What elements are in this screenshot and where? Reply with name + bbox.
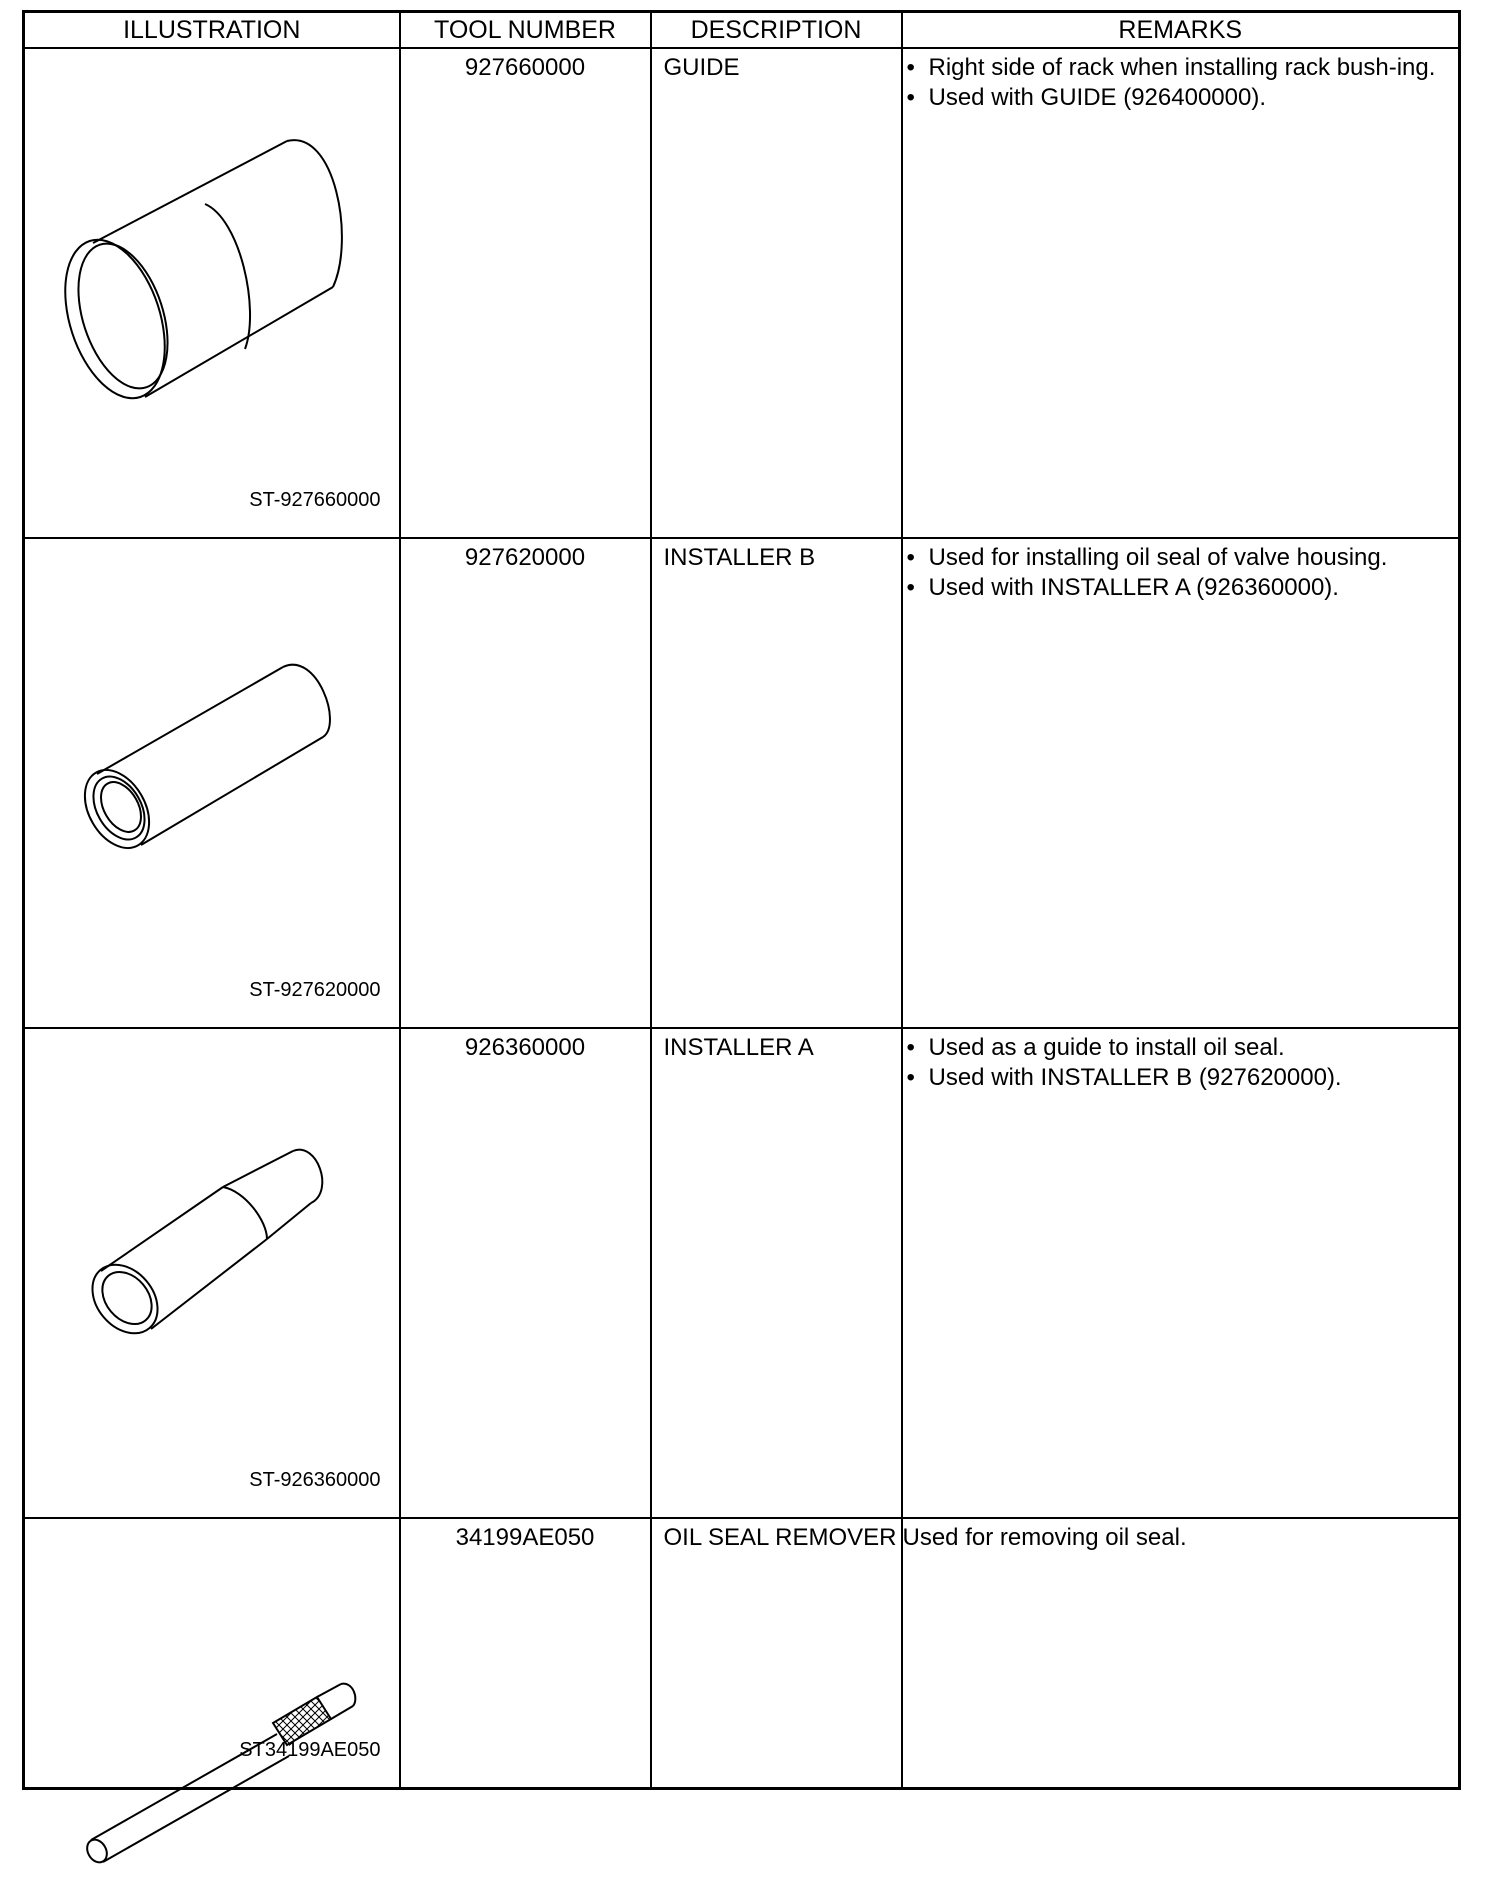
description: INSTALLER B	[663, 543, 816, 571]
remarks-cell	[902, 1028, 1460, 1518]
tool-number: 927660000	[464, 54, 586, 81]
tool-number-cell	[400, 1028, 651, 1518]
description-cell	[651, 1518, 902, 1789]
table-row	[24, 48, 1460, 538]
remark-item: • Used with GUIDE (926400000).	[929, 83, 1459, 113]
remark-text: Used for removing oil seal.	[902, 1523, 1187, 1551]
remarks-cell	[902, 538, 1460, 1028]
special-tools-table	[22, 10, 1461, 1790]
description: GUIDE	[663, 54, 740, 81]
table-row	[24, 1028, 1460, 1518]
tool-number-cell	[400, 48, 651, 538]
description-cell	[651, 538, 902, 1028]
illustration-caption: ST-927660000	[249, 488, 381, 511]
header-remarks: REMARKS	[902, 12, 1460, 49]
remarks-cell	[902, 48, 1460, 538]
remarks-list	[903, 53, 1459, 113]
header-description: DESCRIPTION	[651, 12, 902, 49]
tool-number: 927620000	[464, 543, 586, 571]
table-row	[24, 538, 1460, 1028]
table-header-row	[24, 12, 1460, 49]
cylinder-installer-icon	[55, 609, 375, 909]
illustration-caption: ST34199AE050	[239, 1739, 381, 1761]
tapered-guide-sleeve-icon	[55, 119, 375, 419]
illustration-caption: ST-927620000	[249, 978, 381, 1001]
illustration-cell	[24, 1028, 400, 1518]
header-illustration: ILLUSTRATION	[24, 12, 400, 49]
remark-item: • Used as a guide to install oil seal.	[929, 1033, 1459, 1063]
description: OIL SEAL REMOVER	[663, 1523, 897, 1551]
illustration-cell	[24, 48, 400, 538]
tool-number: 926360000	[464, 1033, 586, 1061]
tool-number: 34199AE050	[455, 1523, 595, 1551]
description: INSTALLER A	[663, 1033, 814, 1061]
tool-number-cell	[400, 1518, 651, 1789]
tool-number-cell	[400, 538, 651, 1028]
remarks-list	[903, 543, 1459, 603]
remark-item: • Used with INSTALLER A (926360000).	[929, 573, 1459, 603]
description-cell	[651, 1028, 902, 1518]
illustration-cell	[24, 1518, 400, 1789]
remarks-cell	[902, 1518, 1460, 1789]
header-tool-number: TOOL NUMBER	[400, 12, 651, 49]
description-cell	[651, 48, 902, 538]
remark-item: • Right side of rack when installing rack bush-ing.	[929, 53, 1459, 83]
illustration-cell	[24, 538, 400, 1028]
tapered-installer-icon	[55, 1099, 375, 1399]
table-row	[24, 1518, 1460, 1789]
remark-item: • Used with INSTALLER B (927620000).	[929, 1063, 1459, 1093]
illustration-caption: ST-926360000	[249, 1468, 381, 1491]
remarks-list	[903, 1033, 1459, 1093]
remark-item: • Used for installing oil seal of valve housing.	[929, 543, 1459, 573]
